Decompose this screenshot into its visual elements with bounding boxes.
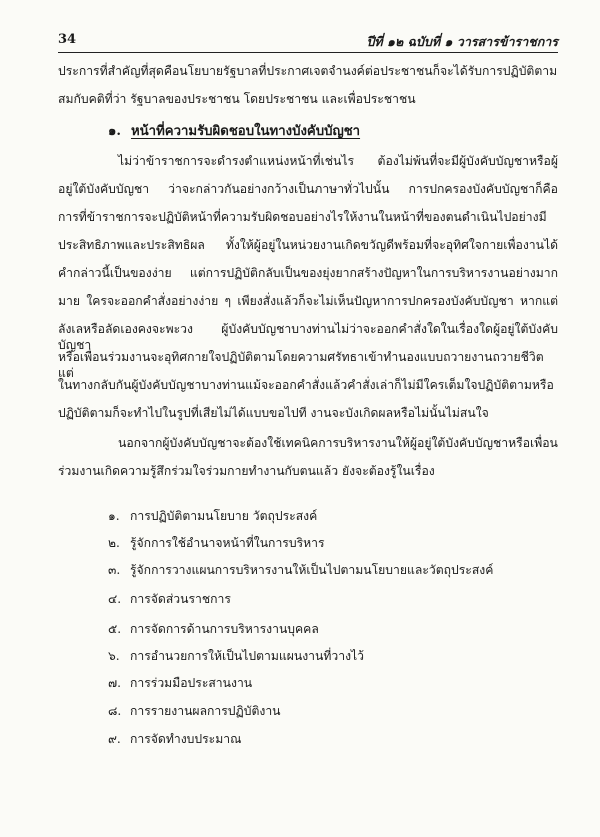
para1-line-7: ลังเลหรือลัดเองคงจะพะวง ผู้บังคับบัญชาบางท่านไม่ว่าจะออกคำสั่งใดในเรื่องใดผู้อยู่ใต้บังคับบัญชา — [58, 322, 558, 352]
list-text: การอำนวยการให้เป็นไปตามแผนงานที่วางไว้ — [130, 649, 364, 663]
list-number: ๘. — [108, 704, 122, 718]
list-text: รู้จักการวางแผนการบริหารงานให้เป็นไปตามนโยบายและวัตถุประสงค์ — [130, 563, 494, 577]
intro-line-1: ประการที่สำคัญที่สุดคือนโยบายรัฐบาลที่ประกาศเจตจำนงค์ต่อประชาชนก็จะได้รับการปฏิบัติตาม — [58, 64, 558, 78]
para1-line-8: หรือเพื่อนร่วมงานจะอุทิศกายใจปฏิบัติตามโดยความศรัทธาเข้าทำนองแบบถวายงานถวายชีวิต แต่ — [58, 350, 544, 380]
para1-line-9: ในทางกลับกันผู้บังคับบัญชาบางท่านแม้จะออกคำสั่งแล้วคำสั่งเล่าก็ไม่มีใครเต็มใจปฏิบัติตามหรือ — [58, 378, 554, 392]
list-number: ๗. — [108, 676, 122, 690]
list-text: การจัดการด้านการบริหารงานบุคคล — [130, 622, 319, 636]
list-number: ๑. — [108, 509, 120, 523]
list-number: ๓. — [108, 563, 121, 577]
list-number: ๖. — [108, 649, 120, 663]
list-text: การปฏิบัติตามนโยบาย วัตถุประสงค์ — [130, 509, 318, 523]
para1-line-3: การที่ข้าราชการจะปฏิบัติหน้าที่ความรับผิดชอบอย่างไรให้งานในหน้าที่ของตนดำเนินไปอย่างมี — [58, 210, 547, 224]
list-item — [108, 508, 317, 524]
para1-line-5: คำกล่าวนี้เป็นของง่าย แต่การปฏิบัติกลับเป็นของยุ่งยากสร้างปัญหาในการบริหารงานอย่างมาก — [58, 266, 558, 280]
list-text: การร่วมมือประสานงาน — [130, 676, 253, 690]
list-text: การจัดส่วนราชการ — [130, 592, 231, 606]
para1-line-1: ไม่ว่าข้าราชการจะดำรงตำแหน่งหน้าที่เช่นไร ต้องไม่พ้นที่จะมีผู้บังคับบัญชาหรือผู้ — [118, 154, 558, 168]
list-number: ๔. — [108, 592, 122, 606]
list-item — [108, 675, 252, 691]
para1-line-6: มาย ใครจะออกคำสั่งอย่างง่าย ๆ เพียงสั่งแล้วก็จะไม่เห็นปัญหาการปกครองบังคับบัญชา หากแต่ — [58, 294, 558, 308]
para2-line-2: ร่วมงานเกิดความรู้สึกร่วมใจร่วมกายทำงานกับตนแล้ว ยังจะต้องรู้ในเรื่อง — [58, 464, 435, 478]
list-number: ๒. — [108, 536, 120, 550]
para1-line-2: อยู่ใต้บังคับบัญชา ว่าจะกล่าวกันอย่างกว้างเป็นภาษาทั่วไปนั้น การปกครองบังคับบัญชาก็คือ — [58, 182, 558, 196]
list-item — [108, 562, 493, 578]
page-header — [58, 30, 558, 52]
list-text: การรายงานผลการปฏิบัติงาน — [130, 704, 281, 718]
list-item — [108, 591, 231, 607]
running-head: ปีที่ ๑๒ ฉบับที่ ๑ วารสารข้าราชการ — [366, 34, 558, 49]
section-number: ๑. — [108, 124, 121, 139]
list-number: ๕. — [108, 622, 122, 636]
section-heading — [108, 123, 360, 141]
page-number: 34 — [58, 32, 77, 47]
list-item — [108, 648, 364, 664]
list-item — [108, 621, 319, 637]
list-number: ๙. — [108, 732, 121, 746]
list-text: การจัดทำงบประมาณ — [130, 732, 242, 746]
list-item — [108, 703, 281, 719]
header-rule — [58, 52, 558, 53]
intro-line-2: สมกับคติที่ว่า รัฐบาลของประชาชน โดยประชาชน และเพื่อประชาชน — [58, 92, 416, 106]
list-item — [108, 731, 241, 747]
section-title: หน้าที่ความรับผิดชอบในทางบังคับบัญชา — [130, 124, 361, 139]
para1-line-10: ปฏิบัติตามก็จะทำไปในรูปที่เสียไม่ได้แบบขอไปที งานจะบังเกิดผลหรือไม่นั้นไม่สนใจ — [58, 406, 489, 420]
para2-line-1: นอกจากผู้บังคับบัญชาจะต้องใช้เทคนิคการบริหารงานให้ผู้อยู่ใต้บังคับบัญชาหรือเพื่อน — [118, 436, 558, 450]
para1-line-4: ประสิทธิภาพและประสิทธิผล ทั้งให้ผู้อยู่ในหน่วยงานเกิดขวัญดีพร้อมที่จะอุทิศใจกายเพื่องานได้ — [58, 238, 558, 252]
list-text: รู้จักการใช้อำนาจหน้าที่ในการบริหาร — [130, 536, 325, 550]
list-item — [108, 535, 325, 551]
